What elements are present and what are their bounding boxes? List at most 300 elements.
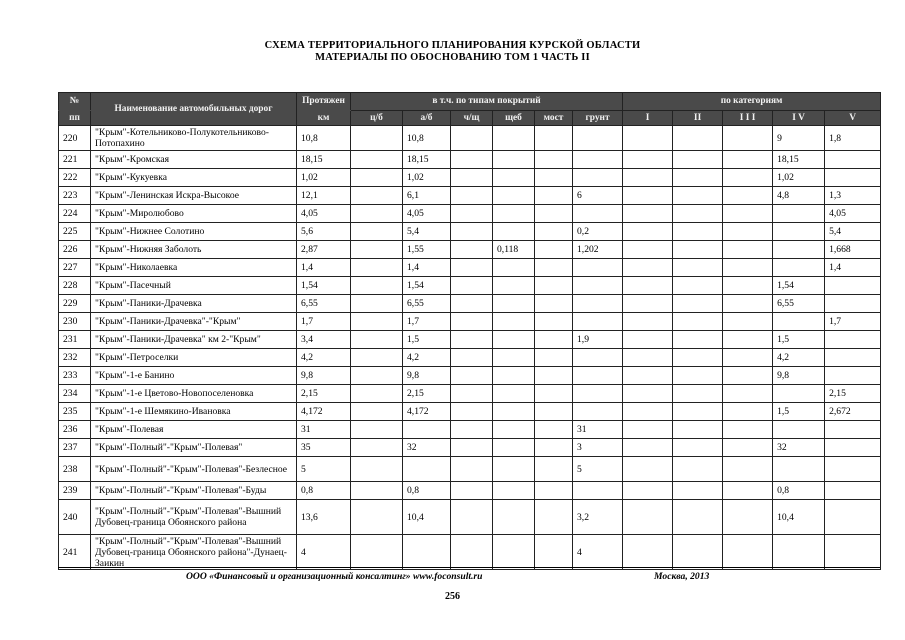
cell-chsh <box>451 367 493 385</box>
footer-divider <box>58 567 880 568</box>
cell-c4: 4,8 <box>773 187 825 205</box>
table-row <box>59 241 881 259</box>
cell-grunt: 1,202 <box>573 241 623 259</box>
cell-grunt <box>573 313 623 331</box>
cell-c2 <box>673 535 723 570</box>
cell-scheb <box>493 367 535 385</box>
document-subtitle: МАТЕРИАЛЫ ПО ОБОСНОВАНИЮ ТОМ 1 ЧАСТЬ II <box>315 52 590 63</box>
cell-grunt: 31 <box>573 421 623 439</box>
cell-c1 <box>623 500 673 535</box>
cell-c1 <box>623 295 673 313</box>
table-row <box>59 535 881 570</box>
cell-c1 <box>623 126 673 151</box>
cell-cb <box>351 241 403 259</box>
table-row <box>59 151 881 169</box>
cell-scheb: 0,118 <box>493 241 535 259</box>
cell-most <box>535 482 573 500</box>
table-row <box>59 259 881 277</box>
cell-ab: 1,55 <box>403 241 451 259</box>
cell-c3 <box>723 169 773 187</box>
cell-km: 5,6 <box>297 223 351 241</box>
table-row <box>59 421 881 439</box>
cell-c1 <box>623 403 673 421</box>
cell-cb <box>351 403 403 421</box>
cell-scheb <box>493 295 535 313</box>
cell-most <box>535 535 573 570</box>
cell-c5 <box>825 277 881 295</box>
table-row <box>59 223 881 241</box>
cell-c1 <box>623 259 673 277</box>
cell-c5 <box>825 500 881 535</box>
cell-ab: 10,8 <box>403 126 451 151</box>
cell-name: "Крым"-Нижняя Заболоть <box>91 241 297 259</box>
cell-cb <box>351 169 403 187</box>
cell-grunt <box>573 126 623 151</box>
cell-most <box>535 457 573 482</box>
cell-most <box>535 277 573 295</box>
cell-ab: 9,8 <box>403 367 451 385</box>
cell-c3 <box>723 439 773 457</box>
cell-c1 <box>623 151 673 169</box>
cell-c1 <box>623 482 673 500</box>
cell-c1 <box>623 187 673 205</box>
cell-c1 <box>623 457 673 482</box>
cell-km: 2,87 <box>297 241 351 259</box>
table-row <box>59 277 881 295</box>
cell-c2 <box>673 457 723 482</box>
cell-most <box>535 500 573 535</box>
cell-scheb <box>493 482 535 500</box>
cell-c4 <box>773 259 825 277</box>
cell-c5 <box>825 151 881 169</box>
cell-no: 233 <box>59 367 91 385</box>
cell-c5: 4,05 <box>825 205 881 223</box>
cell-ab: 6,55 <box>403 295 451 313</box>
cell-chsh <box>451 439 493 457</box>
header-category-4: I V <box>773 111 825 126</box>
cell-no: 240 <box>59 500 91 535</box>
cell-grunt: 1,9 <box>573 331 623 349</box>
cell-km: 3,4 <box>297 331 351 349</box>
cell-name: "Крым"-1-е Цветово-Новопоселеновка <box>91 385 297 403</box>
cell-grunt: 3 <box>573 439 623 457</box>
cell-c3 <box>723 223 773 241</box>
cell-c3 <box>723 349 773 367</box>
table-row <box>59 367 881 385</box>
cell-no: 236 <box>59 421 91 439</box>
cell-c5 <box>825 535 881 570</box>
cell-most <box>535 169 573 187</box>
cell-cb <box>351 151 403 169</box>
cell-most <box>535 151 573 169</box>
cell-chsh <box>451 421 493 439</box>
cell-km: 4,172 <box>297 403 351 421</box>
cell-most <box>535 313 573 331</box>
cell-c2 <box>673 331 723 349</box>
cell-chsh <box>451 205 493 223</box>
cell-ab: 1,02 <box>403 169 451 187</box>
cell-grunt <box>573 385 623 403</box>
table-row <box>59 187 881 205</box>
cell-c2 <box>673 151 723 169</box>
cell-c1 <box>623 439 673 457</box>
cell-scheb <box>493 535 535 570</box>
cell-ab: 18,15 <box>403 151 451 169</box>
cell-scheb <box>493 439 535 457</box>
cell-cb <box>351 259 403 277</box>
cell-c2 <box>673 482 723 500</box>
cell-most <box>535 126 573 151</box>
cell-name: "Крым"-Полный"-"Крым"-Полевая"-Буды <box>91 482 297 500</box>
cell-km: 18,15 <box>297 151 351 169</box>
cell-chsh <box>451 403 493 421</box>
table-row <box>59 457 881 482</box>
cell-scheb <box>493 385 535 403</box>
cell-c1 <box>623 313 673 331</box>
cell-cb <box>351 535 403 570</box>
cell-name: "Крым"-Паники-Драчевка <box>91 295 297 313</box>
cell-km: 13,6 <box>297 500 351 535</box>
table-row <box>59 126 881 151</box>
cell-c3 <box>723 367 773 385</box>
cell-no: 221 <box>59 151 91 169</box>
header-surface-scheb: щеб <box>493 111 535 126</box>
header-category-1: I <box>623 111 673 126</box>
cell-ab: 0,8 <box>403 482 451 500</box>
cell-ab: 4,2 <box>403 349 451 367</box>
header-length: Протяжен <box>297 93 351 111</box>
cell-c3 <box>723 126 773 151</box>
cell-c4: 1,5 <box>773 331 825 349</box>
cell-km: 9,8 <box>297 367 351 385</box>
cell-name: "Крым"-Паники-Драчевка"-"Крым" <box>91 313 297 331</box>
cell-c5 <box>825 367 881 385</box>
header-surface-grunt: грунт <box>573 111 623 126</box>
cell-ab <box>403 535 451 570</box>
cell-scheb <box>493 205 535 223</box>
cell-c1 <box>623 241 673 259</box>
cell-c2 <box>673 313 723 331</box>
cell-name: "Крым"-Кромская <box>91 151 297 169</box>
cell-ab <box>403 421 451 439</box>
cell-no: 226 <box>59 241 91 259</box>
cell-scheb <box>493 500 535 535</box>
cell-cb <box>351 277 403 295</box>
cell-name: "Крым"-Полный"-"Крым"-Полевая"-Вышний Дубовец-граница Обоянского района <box>91 500 297 535</box>
header-length-unit: км <box>297 111 351 126</box>
table-row <box>59 205 881 223</box>
cell-km: 35 <box>297 439 351 457</box>
cell-c4 <box>773 313 825 331</box>
cell-c3 <box>723 313 773 331</box>
cell-name: "Крым"-Пасечный <box>91 277 297 295</box>
cell-grunt <box>573 349 623 367</box>
cell-grunt <box>573 205 623 223</box>
cell-c1 <box>623 349 673 367</box>
cell-c2 <box>673 421 723 439</box>
cell-c1 <box>623 277 673 295</box>
cell-c3 <box>723 385 773 403</box>
cell-name: "Крым"-Паники-Драчевка" км 2-"Крым" <box>91 331 297 349</box>
footer-city-year: Москва, 2013 <box>654 571 710 582</box>
cell-km: 1,54 <box>297 277 351 295</box>
cell-c5 <box>825 295 881 313</box>
cell-c2 <box>673 223 723 241</box>
cell-scheb <box>493 259 535 277</box>
cell-c5: 2,15 <box>825 385 881 403</box>
cell-chsh <box>451 223 493 241</box>
cell-km: 31 <box>297 421 351 439</box>
header-surface-cb: ц/б <box>351 111 403 126</box>
document-title: СХЕМА ТЕРРИТОРИАЛЬНОГО ПЛАНИРОВАНИЯ КУРСКОЙ ОБЛАСТИ <box>264 40 641 51</box>
cell-scheb <box>493 331 535 349</box>
cell-scheb <box>493 187 535 205</box>
cell-chsh <box>451 500 493 535</box>
cell-ab: 5,4 <box>403 223 451 241</box>
cell-c1 <box>623 223 673 241</box>
cell-grunt: 5 <box>573 457 623 482</box>
header-category-group: по категориям <box>623 93 881 111</box>
cell-c3 <box>723 277 773 295</box>
table-header <box>59 93 881 126</box>
cell-scheb <box>493 277 535 295</box>
cell-no: 230 <box>59 313 91 331</box>
cell-cb <box>351 385 403 403</box>
cell-most <box>535 403 573 421</box>
cell-chsh <box>451 331 493 349</box>
cell-ab: 4,172 <box>403 403 451 421</box>
cell-km: 10,8 <box>297 126 351 151</box>
cell-grunt <box>573 482 623 500</box>
cell-c2 <box>673 277 723 295</box>
cell-km: 1,7 <box>297 313 351 331</box>
cell-c3 <box>723 205 773 223</box>
cell-c2 <box>673 367 723 385</box>
page-number: 256 <box>445 591 460 602</box>
cell-c5: 1,7 <box>825 313 881 331</box>
cell-most <box>535 295 573 313</box>
cell-c5: 5,4 <box>825 223 881 241</box>
cell-name: "Крым"-Петроселки <box>91 349 297 367</box>
cell-no: 235 <box>59 403 91 421</box>
cell-most <box>535 421 573 439</box>
cell-chsh <box>451 151 493 169</box>
cell-no: 222 <box>59 169 91 187</box>
cell-cb <box>351 187 403 205</box>
cell-c4 <box>773 241 825 259</box>
cell-most <box>535 367 573 385</box>
cell-c2 <box>673 403 723 421</box>
cell-c3 <box>723 421 773 439</box>
cell-c5: 1,4 <box>825 259 881 277</box>
cell-scheb <box>493 421 535 439</box>
cell-c2 <box>673 126 723 151</box>
table-row <box>59 349 881 367</box>
cell-scheb <box>493 223 535 241</box>
cell-scheb <box>493 457 535 482</box>
cell-c1 <box>623 331 673 349</box>
cell-cb <box>351 313 403 331</box>
cell-chsh <box>451 187 493 205</box>
cell-c3 <box>723 151 773 169</box>
cell-c3 <box>723 295 773 313</box>
cell-name: "Крым"-1-е Шемякино-Ивановка <box>91 403 297 421</box>
cell-c4: 6,55 <box>773 295 825 313</box>
cell-km: 4 <box>297 535 351 570</box>
cell-name: "Крым"-Полный"-"Крым"-Полевая"-Вышний Дубовец-граница Обоянского района"-Дунаец-Заикин <box>91 535 297 570</box>
header-number: № <box>59 93 91 111</box>
header-number-sub: пп <box>59 111 91 126</box>
cell-c2 <box>673 241 723 259</box>
cell-no: 234 <box>59 385 91 403</box>
cell-c3 <box>723 535 773 570</box>
footer-company: ООО «Финансовый и организационный консалтинг» www.foconsult.ru <box>186 571 483 582</box>
cell-no: 223 <box>59 187 91 205</box>
cell-ab: 4,05 <box>403 205 451 223</box>
cell-c3 <box>723 241 773 259</box>
cell-scheb <box>493 313 535 331</box>
cell-chsh <box>451 535 493 570</box>
cell-scheb <box>493 169 535 187</box>
cell-km: 1,4 <box>297 259 351 277</box>
cell-ab: 2,15 <box>403 385 451 403</box>
cell-most <box>535 385 573 403</box>
cell-c2 <box>673 205 723 223</box>
cell-no: 225 <box>59 223 91 241</box>
cell-no: 229 <box>59 295 91 313</box>
cell-c4: 9 <box>773 126 825 151</box>
table-row <box>59 403 881 421</box>
cell-cb <box>351 126 403 151</box>
table-row <box>59 385 881 403</box>
cell-no: 228 <box>59 277 91 295</box>
cell-name: "Крым"-Николаевка <box>91 259 297 277</box>
cell-c5 <box>825 421 881 439</box>
cell-no: 237 <box>59 439 91 457</box>
cell-scheb <box>493 151 535 169</box>
cell-most <box>535 187 573 205</box>
cell-name: "Крым"-Полный"-"Крым"-Полевая" <box>91 439 297 457</box>
cell-cb <box>351 349 403 367</box>
header-surface-chsh: ч/щ <box>451 111 493 126</box>
roads-table <box>58 92 881 570</box>
cell-km: 2,15 <box>297 385 351 403</box>
header-category-5: V <box>825 111 881 126</box>
cell-cb <box>351 223 403 241</box>
cell-no: 232 <box>59 349 91 367</box>
cell-c4: 1,02 <box>773 169 825 187</box>
cell-name: "Крым"-1-е Банино <box>91 367 297 385</box>
cell-grunt <box>573 295 623 313</box>
cell-c5 <box>825 169 881 187</box>
cell-km: 12,1 <box>297 187 351 205</box>
cell-most <box>535 439 573 457</box>
cell-ab: 10,4 <box>403 500 451 535</box>
cell-scheb <box>493 403 535 421</box>
cell-c1 <box>623 205 673 223</box>
cell-cb <box>351 457 403 482</box>
cell-name: "Крым"-Котельниково-Полукотельниково-Потопахино <box>91 126 297 151</box>
cell-chsh <box>451 126 493 151</box>
cell-c5: 2,672 <box>825 403 881 421</box>
cell-c4: 1,54 <box>773 277 825 295</box>
cell-ab: 1,4 <box>403 259 451 277</box>
cell-scheb <box>493 126 535 151</box>
cell-c3 <box>723 403 773 421</box>
cell-ab: 1,7 <box>403 313 451 331</box>
cell-c1 <box>623 169 673 187</box>
cell-c2 <box>673 349 723 367</box>
cell-c2 <box>673 439 723 457</box>
cell-grunt <box>573 277 623 295</box>
cell-c3 <box>723 482 773 500</box>
cell-chsh <box>451 457 493 482</box>
cell-chsh <box>451 295 493 313</box>
cell-name: "Крым"-Полевая <box>91 421 297 439</box>
table-row <box>59 439 881 457</box>
cell-c4 <box>773 385 825 403</box>
cell-most <box>535 205 573 223</box>
cell-no: 220 <box>59 126 91 151</box>
cell-grunt: 4 <box>573 535 623 570</box>
header-surface-ab: а/б <box>403 111 451 126</box>
cell-name: "Крым"-Миролюбово <box>91 205 297 223</box>
cell-km: 6,55 <box>297 295 351 313</box>
cell-cb <box>351 367 403 385</box>
cell-grunt: 3,2 <box>573 500 623 535</box>
cell-chsh <box>451 277 493 295</box>
cell-c1 <box>623 367 673 385</box>
cell-c2 <box>673 500 723 535</box>
cell-c5: 1,668 <box>825 241 881 259</box>
cell-grunt <box>573 259 623 277</box>
header-surface-most: мост <box>535 111 573 126</box>
table-row <box>59 313 881 331</box>
cell-c4: 32 <box>773 439 825 457</box>
cell-km: 5 <box>297 457 351 482</box>
cell-chsh <box>451 259 493 277</box>
cell-km: 1,02 <box>297 169 351 187</box>
header-road-name: Наименование автомобильных дорог <box>91 93 297 126</box>
cell-most <box>535 331 573 349</box>
cell-ab: 6,1 <box>403 187 451 205</box>
cell-name: "Крым"-Полный"-"Крым"-Полевая"-Безлесное <box>91 457 297 482</box>
cell-c3 <box>723 500 773 535</box>
cell-chsh <box>451 169 493 187</box>
cell-cb <box>351 482 403 500</box>
cell-ab: 1,5 <box>403 331 451 349</box>
cell-cb <box>351 421 403 439</box>
cell-c4: 10,4 <box>773 500 825 535</box>
table-row <box>59 500 881 535</box>
cell-c5 <box>825 331 881 349</box>
cell-most <box>535 223 573 241</box>
cell-most <box>535 241 573 259</box>
cell-no: 239 <box>59 482 91 500</box>
cell-chsh <box>451 313 493 331</box>
header-surface-group: в т.ч. по типам покрытий <box>351 93 623 111</box>
table-row <box>59 482 881 500</box>
cell-km: 0,8 <box>297 482 351 500</box>
cell-no: 241 <box>59 535 91 570</box>
cell-c4: 9,8 <box>773 367 825 385</box>
cell-c5 <box>825 457 881 482</box>
cell-chsh <box>451 241 493 259</box>
cell-c5 <box>825 439 881 457</box>
table-row <box>59 295 881 313</box>
cell-c5 <box>825 482 881 500</box>
cell-c3 <box>723 331 773 349</box>
